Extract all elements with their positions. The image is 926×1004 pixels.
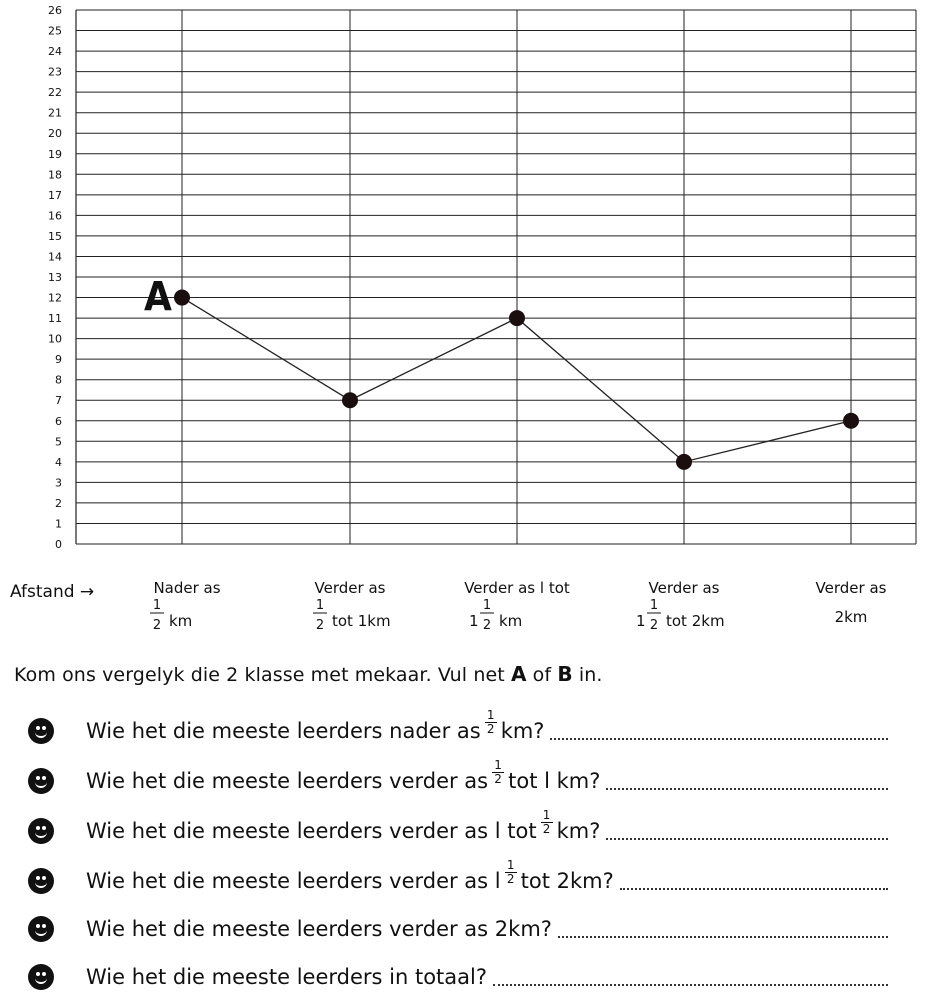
y-tick-label: 16: [48, 209, 62, 223]
question-fraction: [492, 759, 504, 786]
x-tick-fraction-denominator: 2: [649, 618, 659, 633]
y-tick-label: 3: [55, 476, 62, 490]
y-tick-label: 26: [48, 4, 62, 17]
y-tick-label: 19: [48, 147, 62, 161]
instruction-part: in.: [572, 664, 603, 686]
x-tick-fraction-numerator: 1: [482, 598, 492, 613]
y-tick-label: 25: [48, 24, 62, 38]
x-tick-label-lead: 1: [469, 612, 479, 630]
question-text-part: km?: [500, 719, 545, 743]
question-text-part: tot 2km?: [520, 869, 614, 893]
y-tick-label: 17: [48, 188, 62, 202]
question-text-part: Wie het die meeste leerders verder as l: [86, 869, 501, 893]
question-row: [28, 912, 888, 946]
fraction-denominator: 2: [494, 771, 502, 786]
question-fraction: [541, 809, 553, 836]
x-tick-label: Verder as l tot: [464, 579, 570, 597]
y-tick-label: 24: [48, 45, 62, 59]
question-fraction: [485, 709, 497, 736]
instruction-option-a: A: [510, 662, 527, 686]
instruction-part: Kom ons vergelyk die 2 klasse met mekaar. Vul net: [14, 664, 511, 686]
y-tick-label: 8: [55, 373, 62, 387]
fraction-numerator: 1: [486, 707, 495, 722]
smiley-icon: [28, 868, 54, 894]
fraction-numerator: 1: [506, 857, 515, 872]
data-point: [676, 454, 692, 470]
question-text: [86, 807, 601, 845]
point-label-a: A: [144, 274, 172, 321]
answer-blank[interactable]: [620, 888, 888, 890]
y-tick-label: 7: [55, 394, 62, 408]
x-tick-label: Verder as: [815, 579, 887, 597]
x-tick-fraction-numerator: 1: [649, 598, 659, 613]
x-tick-label: Verder as: [648, 579, 720, 597]
x-tick-fraction-denominator: 2: [152, 618, 162, 633]
data-point: [174, 290, 190, 306]
x-tick-fraction-numerator: 1: [315, 598, 325, 613]
y-tick-label: 13: [48, 271, 62, 284]
y-tick-label: 1: [55, 517, 62, 531]
x-tick-label-lead: 1: [636, 612, 646, 630]
data-point: [843, 413, 859, 429]
question-text-part: Wie het die meeste leerders verder as 2km?: [86, 917, 552, 941]
y-tick-label: 10: [48, 332, 62, 346]
y-tick-label: 22: [48, 86, 62, 100]
question-text: [86, 965, 487, 989]
question-row: [28, 857, 888, 898]
fraction-numerator: 1: [494, 757, 502, 772]
question-text-part: Wie het die meeste leerders nader as: [86, 719, 481, 743]
smiley-icon: [28, 768, 54, 794]
y-tick-label: 20: [48, 127, 62, 141]
y-tick-label: 0: [55, 538, 62, 551]
data-point: [342, 392, 358, 408]
question-row: [28, 707, 888, 748]
x-tick-label-tail: tot 1km: [332, 612, 391, 630]
question-fraction: [505, 859, 517, 886]
x-tick-fraction-denominator: 2: [315, 618, 325, 633]
data-point: [509, 310, 525, 326]
y-tick-label: 4: [55, 455, 62, 469]
question-row: [28, 757, 888, 798]
instruction-text: [14, 662, 603, 686]
y-tick-label: 18: [48, 168, 62, 182]
answer-blank[interactable]: [606, 838, 888, 840]
question-text-part: Wie het die meeste leerders in totaal?: [86, 965, 487, 989]
y-tick-label: 2: [55, 496, 62, 510]
question-text: [86, 857, 614, 895]
fraction-numerator: 1: [542, 807, 551, 822]
y-tick-label: 15: [48, 229, 62, 243]
x-axis-label: Afstand →: [10, 582, 95, 602]
instruction-part: of: [526, 664, 558, 686]
smiley-icon: [28, 916, 54, 942]
question-row: [28, 807, 888, 848]
y-tick-label: 21: [48, 106, 62, 120]
instruction-option-b: B: [557, 662, 573, 686]
question-text: [86, 757, 601, 795]
x-tick-label: Verder as: [314, 579, 386, 597]
fraction-denominator: 2: [542, 821, 551, 836]
x-tick-label-tail: 2km: [834, 608, 868, 626]
question-text: [86, 917, 552, 941]
answer-blank[interactable]: [550, 738, 888, 740]
question-text: [86, 707, 545, 745]
fraction-denominator: 2: [486, 721, 495, 736]
answer-blank[interactable]: [493, 984, 888, 986]
question-text-part: Wie het die meeste leerders verder as l tot: [86, 819, 537, 843]
question-text-part: Wie het die meeste leerders verder as: [86, 769, 489, 793]
x-tick-label-tail: tot 2km: [666, 612, 725, 630]
answer-blank[interactable]: [558, 936, 888, 938]
y-tick-label: 14: [48, 250, 62, 264]
y-tick-label: 11: [48, 312, 62, 326]
question-row: [28, 960, 888, 994]
x-tick-label: Nader as: [153, 579, 221, 597]
smiley-icon: [28, 964, 54, 990]
y-tick-label: 6: [55, 414, 62, 428]
y-tick-label: 12: [48, 291, 62, 305]
smiley-icon: [28, 818, 54, 844]
answer-blank[interactable]: [606, 788, 888, 790]
question-text-part: tot l km?: [508, 769, 601, 793]
x-tick-label-tail: km: [499, 612, 523, 630]
y-tick-label: 9: [55, 353, 62, 367]
x-tick-fraction-denominator: 2: [482, 618, 492, 633]
y-tick-label: 5: [55, 435, 62, 449]
x-tick-fraction-numerator: 1: [152, 598, 162, 613]
x-tick-label-tail: km: [169, 612, 193, 630]
y-tick-label: 23: [48, 65, 62, 79]
fraction-denominator: 2: [506, 871, 515, 886]
smiley-icon: [28, 718, 54, 744]
question-text-part: km?: [556, 819, 601, 843]
